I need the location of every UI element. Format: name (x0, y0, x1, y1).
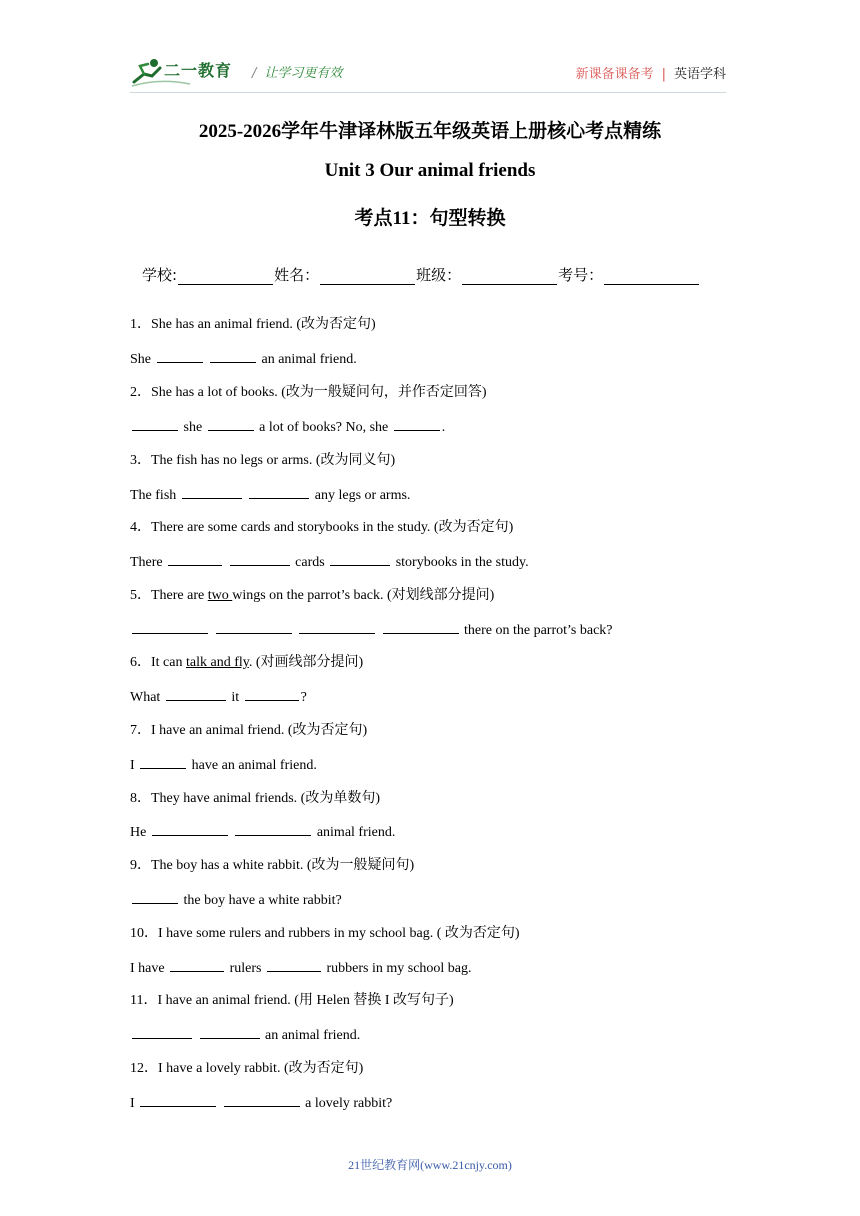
answer-text (294, 623, 298, 638)
answer-text: she (180, 420, 206, 435)
answer-text: rubbers in my school bag. (322, 961, 472, 976)
answer-blank[interactable] (132, 418, 178, 431)
answer-text (224, 555, 228, 570)
answer-text: any legs or arms. (311, 488, 411, 503)
answer-text: There (130, 555, 167, 570)
header-divider (130, 92, 726, 93)
answer-blank[interactable] (235, 823, 311, 836)
answer-text (194, 1028, 198, 1043)
slogan: / 让学习更有效 (252, 66, 343, 81)
answer-text (230, 825, 234, 840)
answer-text (210, 623, 214, 638)
question-text: . (对画线部分提问) (248, 655, 364, 670)
question-10: 10．I have some rulers and rubbers in my school bag. ( 改为否定句) (130, 926, 520, 941)
question-4: 4．There are some cards and storybooks in the study. (改为否定句) (130, 520, 514, 535)
answer-blank[interactable] (330, 553, 390, 566)
answer-text (218, 1096, 222, 1111)
underlined-part: talk and fly (185, 655, 249, 670)
answer-line-3 (130, 486, 410, 505)
answer-text: an animal friend. (258, 352, 357, 367)
answer-text: storybooks in the study. (392, 555, 529, 570)
number-label: 考号： (558, 266, 604, 284)
answer-blank[interactable] (166, 688, 226, 701)
question-6 (130, 654, 363, 672)
answer-blank[interactable] (200, 1026, 260, 1039)
header-right (576, 63, 726, 82)
answer-text: an animal friend. (261, 1028, 361, 1043)
answer-blank[interactable] (267, 959, 321, 972)
answer-line-9 (130, 891, 342, 910)
topic-title: 考点11：句型转换 (354, 208, 506, 229)
answer-text (377, 623, 381, 638)
answer-text: rulers (226, 961, 265, 976)
answer-text: the boy have a white rabbit? (180, 893, 342, 908)
answer-blank[interactable] (140, 1094, 216, 1107)
question-3: 3．The fish has no legs or arms. (改为同义句) (130, 453, 396, 468)
answer-text: ? (300, 690, 307, 705)
answer-blank[interactable] (157, 350, 203, 363)
answer-line-2 (130, 418, 445, 437)
answer-text: I have (130, 961, 169, 976)
answer-text: She (130, 352, 155, 367)
answer-text (205, 352, 209, 367)
answer-blank[interactable] (152, 823, 228, 836)
slogan-text: 让学习更有效 (264, 66, 343, 81)
answer-blank[interactable] (249, 486, 309, 499)
answer-text: The fish (130, 488, 180, 503)
question-5 (130, 587, 494, 605)
answer-line-5 (130, 621, 613, 640)
school-blank[interactable] (178, 270, 273, 285)
header-separator: | (661, 67, 666, 82)
answer-blank[interactable] (208, 418, 254, 431)
answer-text: . (441, 420, 446, 435)
unit-title: Unit 3 Our animal friends (324, 160, 536, 181)
answer-text: a lovely rabbit? (301, 1096, 393, 1111)
class-blank[interactable] (462, 270, 557, 285)
header-subject: 英语学科 (673, 67, 726, 82)
answer-text: I (130, 758, 139, 773)
answer-blank[interactable] (170, 959, 224, 972)
answer-blank[interactable] (383, 621, 459, 634)
underlined-part: two (207, 588, 233, 603)
answer-text: He (130, 825, 150, 840)
answer-text: a lot of books? No, she (255, 420, 392, 435)
question-1: 1．She has an animal friend. (改为否定句) (130, 317, 376, 332)
question-12: 12．I have a lovely rabbit. (改为否定句) (130, 1061, 364, 1076)
answer-blank[interactable] (168, 553, 222, 566)
name-blank[interactable] (320, 270, 415, 285)
answer-blank[interactable] (132, 891, 178, 904)
answer-blank[interactable] (210, 350, 256, 363)
question-text: 5．There are (130, 588, 208, 603)
question-2: 2．She has a lot of books. (改为一般疑问句，并作否定回答) (130, 385, 487, 400)
question-8: 8．They have animal friends. (改为单数句) (130, 791, 380, 806)
answer-blank[interactable] (245, 688, 299, 701)
answer-line-7 (130, 756, 317, 775)
answer-blank[interactable] (230, 553, 290, 566)
answer-text: there on the parrot’s back? (460, 623, 613, 638)
answer-text (244, 488, 248, 503)
answer-blank[interactable] (132, 1026, 192, 1039)
name-label: 姓名： (274, 266, 320, 284)
page-header (130, 52, 726, 92)
answer-line-10 (130, 959, 472, 978)
answer-text: have an animal friend. (188, 758, 317, 773)
question-7: 7．I have an animal friend. (改为否定句) (130, 723, 368, 738)
student-info-line (142, 264, 700, 285)
header-tagline: 新课备课备考 (575, 67, 654, 82)
page-footer[interactable]: 21世纪教育网(www.21cnjy.com) (348, 1158, 512, 1172)
answer-blank[interactable] (299, 621, 375, 634)
answer-line-1 (130, 350, 357, 369)
question-text: 6．It can (130, 655, 186, 670)
answer-blank[interactable] (132, 621, 208, 634)
answer-blank[interactable] (394, 418, 440, 431)
answer-text: cards (291, 555, 329, 570)
answer-line-8 (130, 823, 395, 842)
answer-line-6 (130, 688, 307, 707)
logo-text: 二一教育 (164, 61, 233, 80)
answer-blank[interactable] (182, 486, 242, 499)
answer-blank[interactable] (224, 1094, 300, 1107)
answer-blank[interactable] (216, 621, 292, 634)
question-9: 9．The boy has a white rabbit. (改为一般疑问句) (130, 858, 415, 873)
answer-text: I (130, 1096, 139, 1111)
answer-blank[interactable] (140, 756, 186, 769)
number-blank[interactable] (604, 270, 699, 285)
answer-line-11 (130, 1026, 360, 1045)
answer-text: animal friend. (313, 825, 396, 840)
answer-line-12 (130, 1094, 392, 1113)
answer-line-4 (130, 553, 529, 572)
question-text: wings on the parrot’s back. (对划线部分提问) (232, 588, 495, 603)
answer-text: it (227, 690, 243, 705)
class-label: 班级： (416, 266, 462, 284)
question-11: 11．I have an animal friend. (用 Helen 替换 I 改写句子) (130, 993, 454, 1008)
school-label: 学校: (142, 266, 178, 284)
answer-text: What (130, 690, 164, 705)
worksheet-title: 2025-2026学年牛津译林版五年级英语上册核心考点精练 (198, 121, 662, 142)
